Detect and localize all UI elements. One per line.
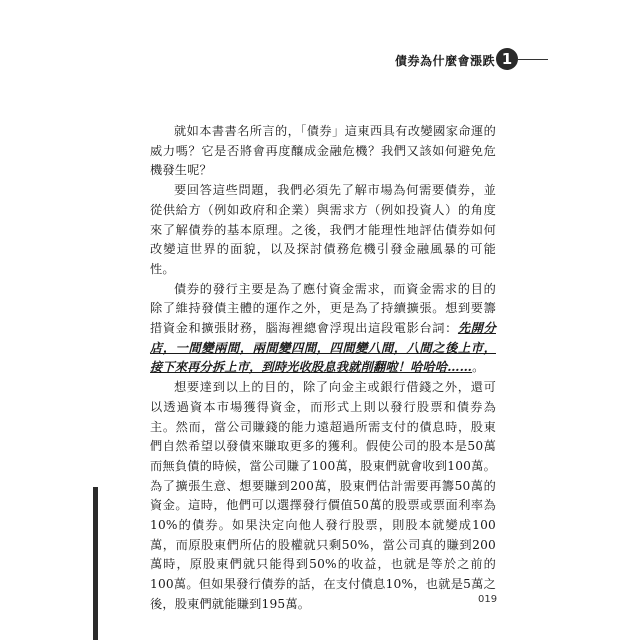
running-header-title: 債券為什麼會漲跌 xyxy=(395,54,496,68)
paragraph-1: 就如本書書名所言的，「債券」這東西具有改變國家命運的威力嗎？它是否將會再度釀成金融危機？我們又該如何避免危機發生呢？ xyxy=(150,124,496,178)
side-edge-bar xyxy=(93,487,98,640)
header-rule-line xyxy=(518,59,548,60)
movie-quote-emphasis: 先開分店，一間變兩間，兩間變四間，四間變八間，八間之後上市，接下來再分拆上市，到時光收股息我就削翻啦！哈哈哈…… xyxy=(150,321,496,375)
paragraph-2: 要回答這些問題，我們必須先了解市場為何需要債券，並從供給方（例如政府和企業）與需求方（例如投資人）的角度來了解債券的基本原理。之後，我們才能理性地評估債券如何改變這世界的面貌，以及探討債務危機引發金融風暴的可能性。 xyxy=(150,183,496,276)
paragraph-4: 想要達到以上的目的，除了向金主或銀行借錢之外，還可以透過資本市場獲得資金，而形式上則以發行股票和債券為主。然而，當公司賺錢的能力遠超過所需支付的債息時，股東們自然希望以發債來賺取更多的獲利。假使公司的股本是50萬而無負債的時候，當公司賺了100萬，股東們就會收到100萬。為了擴張生意、想要賺到200萬，股東們估計需要再籌50萬的資金。這時，他們可以選擇發行價值50萬的股票或票面利率為10%的債券。如果決定向他人發行股票，則股本就變成100萬，而原股東們所佔的股權就只剩50%，當公司真的賺到200萬時，原股東們就只能得到50%的收益，也就是等於之前的100萬。但如果發行債券的話，在支付債息10%，也就是5萬之後，股東們就能賺到195萬。 xyxy=(150,380,496,611)
body-text xyxy=(150,122,496,615)
page-number: 019 xyxy=(478,594,498,605)
paragraph-3-end: 。 xyxy=(472,360,485,375)
paragraph-3 xyxy=(150,280,496,379)
chapter-number-badge: 1 xyxy=(496,48,518,70)
paragraph-3-text: 債券的發行主要是為了應付資金需求，而資金需求的目的除了維持發債主體的運作之外，更是為了持續擴張。想到要籌措資金和擴張財務，腦海裡總會浮現出這段電影台詞： xyxy=(150,281,496,336)
